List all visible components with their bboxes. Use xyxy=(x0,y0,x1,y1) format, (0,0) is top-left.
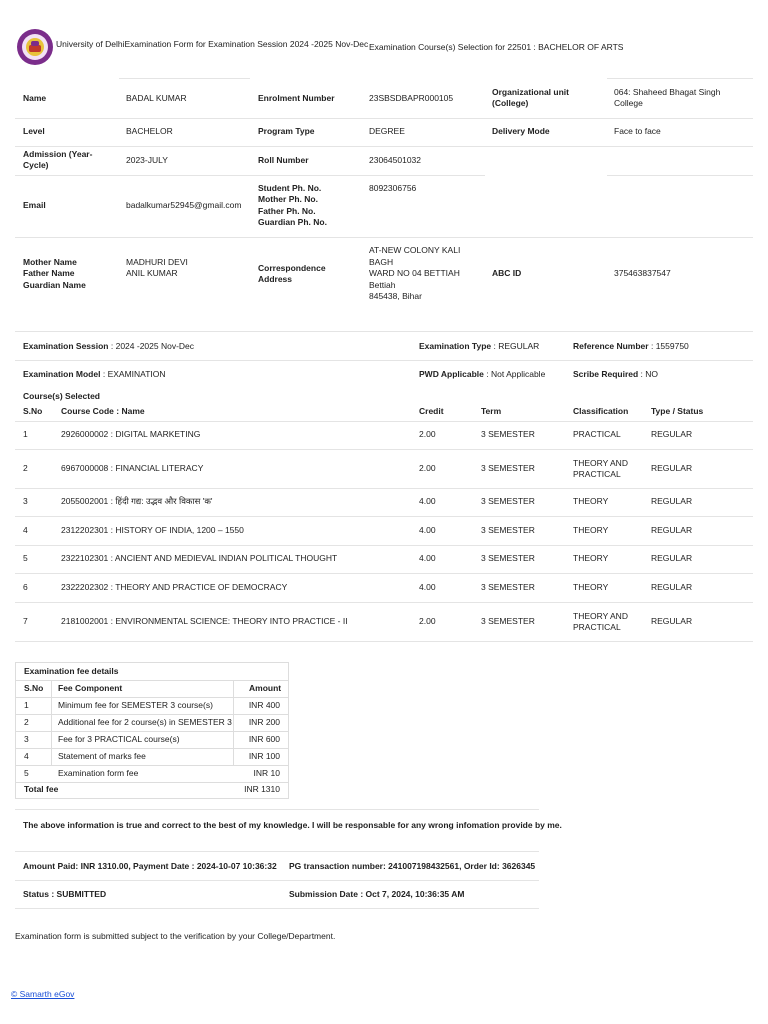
name-value: BADAL KUMAR xyxy=(126,93,187,103)
fee-row-divider xyxy=(16,782,288,783)
course-classification: PRACTICAL xyxy=(573,622,621,632)
fee-total-value: INR 1310 xyxy=(244,784,280,794)
course-name: 2312202301 : HISTORY OF INDIA, 1200 – 1550 xyxy=(61,525,244,535)
address-line: AT-NEW COLONY KALI xyxy=(369,245,461,255)
fee-amount: INR 600 xyxy=(248,734,280,744)
fee-sno: 4 xyxy=(24,751,29,761)
course-sno: 1 xyxy=(23,429,28,439)
fee-col-header: S.No xyxy=(24,683,44,693)
fee-row-divider xyxy=(16,714,288,715)
course-type: REGULAR xyxy=(651,463,693,473)
reference-number: Reference Number : 1559750 xyxy=(573,341,689,351)
university-logo-icon xyxy=(16,28,54,66)
abc-label: ABC ID xyxy=(492,268,522,278)
samarth-egov-link[interactable]: © Samarth eGov xyxy=(11,989,75,999)
admission-label: Admission (Year-Cycle) xyxy=(23,149,93,170)
course-credit: 2.00 xyxy=(419,616,436,626)
row-divider xyxy=(15,488,753,489)
course-term: 3 SEMESTER xyxy=(481,553,535,563)
correspondence-label: Correspondence Address xyxy=(258,263,326,284)
header-title: University of DelhiExamination Form for Examination Session 2024 -2025 Nov-Dec xyxy=(56,39,369,49)
course-classification: PRACTICAL xyxy=(573,469,621,479)
course-term: 3 SEMESTER xyxy=(481,463,535,473)
course-term: 3 SEMESTER xyxy=(481,616,535,626)
row-divider xyxy=(15,573,753,574)
level-label: Level xyxy=(23,126,45,136)
submission-date: Submission Date : Oct 7, 2024, 10:36:35 AM xyxy=(289,889,465,899)
course-classification: PRACTICAL xyxy=(573,429,621,439)
course-classification: THEORY AND xyxy=(573,458,628,468)
fee-amount: INR 100 xyxy=(248,751,280,761)
exam-model: Examination Model : EXAMINATION xyxy=(23,369,166,379)
course-sno: 3 xyxy=(23,496,28,506)
name-label: Name xyxy=(23,93,47,103)
fee-amount: INR 200 xyxy=(248,717,280,727)
course-sno: 6 xyxy=(23,582,28,592)
course-name: 2181002001 : ENVIRONMENTAL SCIENCE: THEORY INTO PRACTICE - II xyxy=(61,616,348,626)
org-unit-value: 064: Shaheed Bhagat Singh College xyxy=(614,87,721,108)
fee-component: Examination form fee xyxy=(58,768,139,778)
course-classification: THEORY AND xyxy=(573,611,628,621)
father-name-value: ANIL KUMAR xyxy=(126,268,178,278)
pg-transaction: PG transaction number: 241007198432561, Order Id: 3626345 xyxy=(289,861,536,871)
student-phone-label: Student Ph. No. xyxy=(258,183,322,193)
page-header xyxy=(16,28,756,66)
course-name: 2055002001 : हिंदी गद्य: उद्भव और विकास 'क' xyxy=(61,496,213,506)
course-credit: 4.00 xyxy=(419,553,436,563)
abc-value: 375463837547 xyxy=(614,268,671,278)
row-divider xyxy=(15,516,753,517)
col-header: Credit xyxy=(419,406,444,416)
verification-note: Examination form is submitted subject to the verification by your College/Department. xyxy=(15,931,336,941)
fee-table xyxy=(15,662,289,799)
pwd-applicable: PWD Applicable : Not Applicable xyxy=(419,369,546,379)
course-credit: 4.00 xyxy=(419,582,436,592)
fee-component: Fee for 3 PRACTICAL course(s) xyxy=(58,734,180,744)
fee-sno: 5 xyxy=(24,768,29,778)
course-type: REGULAR xyxy=(651,616,693,626)
course-name: 2322102301 : ANCIENT AND MEDIEVAL INDIAN POLITICAL THOUGHT xyxy=(61,553,338,563)
mother-name-label: Mother Name xyxy=(23,257,77,267)
course-sno: 4 xyxy=(23,525,28,535)
fee-row-divider xyxy=(16,765,288,766)
delivery-mode-value: Face to face xyxy=(614,126,661,136)
course-classification: THEORY xyxy=(573,553,609,563)
fee-title: Examination fee details xyxy=(24,666,119,676)
course-sno: 7 xyxy=(23,616,28,626)
col-header: S.No xyxy=(23,406,43,416)
admission-value: 2023-JULY xyxy=(126,155,168,165)
org-unit-label: Organizational unit (College) xyxy=(492,87,569,108)
row-divider xyxy=(15,545,753,546)
col-header: Type / Status xyxy=(651,406,704,416)
course-term: 3 SEMESTER xyxy=(481,525,535,535)
fee-sno: 1 xyxy=(24,700,29,710)
course-sno: 2 xyxy=(23,463,28,473)
delivery-mode-label: Delivery Mode xyxy=(492,126,550,136)
program-type-value: DEGREE xyxy=(369,126,405,136)
level-value: BACHELOR xyxy=(126,126,173,136)
email-value: badalkumar52945@gmail.com xyxy=(126,200,242,210)
course-term: 3 SEMESTER xyxy=(481,429,535,439)
course-selection-title: Examination Course(s) Selection for 22501 : BACHELOR OF ARTS xyxy=(369,42,624,52)
father-phone-label: Father Ph. No. xyxy=(258,206,316,216)
col-header: Course Code : Name xyxy=(61,406,145,416)
address-line: 845438, Bihar xyxy=(369,291,422,301)
course-type: REGULAR xyxy=(651,582,693,592)
exam-type: Examination Type : REGULAR xyxy=(419,341,540,351)
course-credit: 2.00 xyxy=(419,463,436,473)
student-phone-value: 8092306756 xyxy=(369,183,417,193)
enrolment-value: 23SBSDBAPR000105 xyxy=(369,93,454,103)
course-classification: THEORY xyxy=(573,496,609,506)
row-divider xyxy=(15,641,753,642)
row-divider xyxy=(15,449,753,450)
col-header: Term xyxy=(481,406,502,416)
row-divider xyxy=(15,602,753,603)
course-credit: 2.00 xyxy=(419,429,436,439)
fee-component: Additional fee for 2 course(s) in SEMESTER 3 xyxy=(58,717,232,727)
fee-amount: INR 10 xyxy=(253,768,280,778)
mother-phone-label: Mother Ph. No. xyxy=(258,194,318,204)
course-term: 3 SEMESTER xyxy=(481,496,535,506)
course-type: REGULAR xyxy=(651,553,693,563)
mother-name-value: MADHURI DEVI xyxy=(126,257,188,267)
guardian-phone-label: Guardian Ph. No. xyxy=(258,217,327,227)
address-line: Bettiah xyxy=(369,280,396,290)
course-name: 2322202302 : THEORY AND PRACTICE OF DEMOCRACY xyxy=(61,582,288,592)
scribe-required: Scribe Required : NO xyxy=(573,369,659,379)
course-classification: THEORY xyxy=(573,525,609,535)
fee-row-divider xyxy=(16,731,288,732)
course-name: 6967000008 : FINANCIAL LITERACY xyxy=(61,463,204,473)
course-classification: THEORY xyxy=(573,582,609,592)
address-line: WARD NO 04 BETTIAH xyxy=(369,268,460,278)
roll-value: 23064501032 xyxy=(369,155,422,165)
address-line: BAGH xyxy=(369,257,394,267)
fee-row-divider xyxy=(16,748,288,749)
program-type-label: Program Type xyxy=(258,126,315,136)
fee-component: Statement of marks fee xyxy=(58,751,146,761)
course-type: REGULAR xyxy=(651,496,693,506)
course-sno: 5 xyxy=(23,553,28,563)
course-term: 3 SEMESTER xyxy=(481,582,535,592)
exam-session: Examination Session : 2024 -2025 Nov-Dec xyxy=(23,341,195,351)
enrolment-label: Enrolment Number xyxy=(258,93,335,103)
course-name: 2926000002 : DIGITAL MARKETING xyxy=(61,429,201,439)
fee-total-label: Total fee xyxy=(24,784,59,794)
course-credit: 4.00 xyxy=(419,525,436,535)
roll-label: Roll Number xyxy=(258,155,309,165)
fee-col-header: Amount xyxy=(249,683,282,693)
declaration-text: The above information is true and correct to the best of my knowledge. I will be responsable for any wrong infomation provide by me. xyxy=(23,820,562,830)
course-type: REGULAR xyxy=(651,429,693,439)
fee-amount: INR 400 xyxy=(248,700,280,710)
status-text: Status : SUBMITTED xyxy=(23,889,107,899)
fee-sno: 2 xyxy=(24,717,29,727)
courses-title: Course(s) Selected xyxy=(23,391,100,401)
fee-sno: 3 xyxy=(24,734,29,744)
course-credit: 4.00 xyxy=(419,496,436,506)
col-header: Classification xyxy=(573,406,629,416)
fee-col-header: Fee Component xyxy=(58,683,123,693)
father-name-label: Father Name xyxy=(23,268,75,278)
guardian-name-label: Guardian Name xyxy=(23,280,86,290)
fee-component: Minimum fee for SEMESTER 3 course(s) xyxy=(58,700,213,710)
email-label: Email xyxy=(23,200,46,210)
course-type: REGULAR xyxy=(651,525,693,535)
amount-paid: Amount Paid: INR 1310.00, Payment Date : 2024-10-07 10:36:32 xyxy=(23,861,277,871)
